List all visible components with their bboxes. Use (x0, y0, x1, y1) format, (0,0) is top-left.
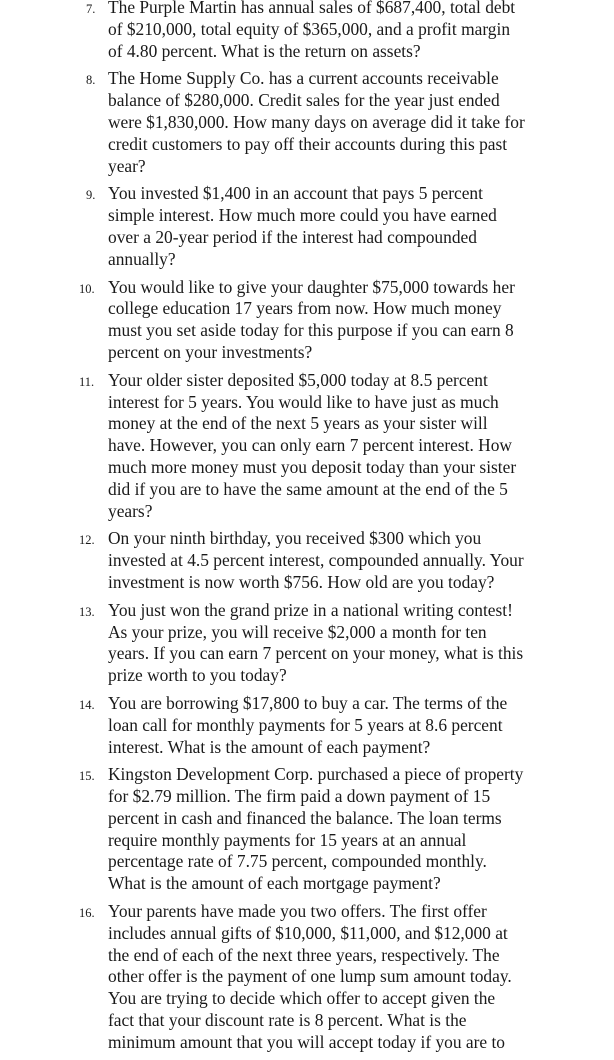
problem-16 (0, 901, 614, 1054)
problem-text-line: other offer is the payment of one lump sum amount today. (108, 966, 512, 987)
problem-number: 12. (79, 533, 95, 548)
problem-14 (0, 693, 614, 758)
problem-text-line: years? (108, 500, 153, 521)
problem-text-line: Kingston Development Corp. purchased a piece of property (108, 764, 524, 785)
problem-text-line: fact that your discount rate is 8 percent. What is the (108, 1010, 467, 1031)
problem-text-line: year? (108, 155, 146, 176)
problem-text-line: have. However, you can only earn 7 percent interest. How (108, 435, 512, 456)
problem-text-line: You would like to give your daughter $75,000 towards her (108, 276, 515, 297)
problem-text-line: Your parents have made you two offers. The first offer (108, 901, 487, 922)
problem-text-line: interest. What is the amount of each payment? (108, 736, 431, 757)
problem-text-line: You are borrowing $17,800 to buy a car. The terms of the (108, 692, 508, 713)
problem-text-line: The Purple Martin has annual sales of $687,400, total debt (108, 0, 516, 17)
problem-text-line: much more money must you deposit today than your sister (108, 456, 517, 477)
problem-number: 7. (86, 2, 96, 16)
problem-text-line: What is the amount of each mortgage payment? (108, 873, 441, 894)
problem-number: 8. (86, 73, 96, 88)
problem-text-line: over a 20-year period if the interest had compounded (108, 226, 477, 247)
problem-text-line: minimum amount that you will accept today if you are to (108, 1031, 505, 1052)
problem-text-line: prize worth to you today? (108, 665, 287, 686)
problem-text-line: for $2.79 million. The firm paid a down payment of 15 (108, 786, 491, 807)
problem-text-line: were $1,830,000. How many days on average did it take for (108, 111, 525, 132)
problem-text-line: investment is now worth $756. How old are you today? (108, 571, 495, 592)
problem-text-line: On your ninth birthday, you received $300 which you (108, 528, 482, 549)
problem-text-line: require monthly payments for 15 years at an annual (108, 829, 467, 850)
problem-text-line: You invested $1,400 in an account that pays 5 percent (108, 183, 483, 204)
problem-9 (0, 183, 614, 270)
problem-8 (0, 68, 614, 177)
problem-text-line: did if you are to have the same amount at the end of the 5 (108, 478, 508, 499)
problem-text-line: percent on your investments? (108, 341, 313, 362)
problem-text-line: of $210,000, total equity of $365,000, and a profit margin (108, 18, 511, 39)
problem-text-line: college education 17 years from now. How much money (108, 298, 502, 319)
problem-text-line: balance of $280,000. Credit sales for the year just ended (108, 90, 500, 111)
problem-text-line: the end of each of the next three years, respectively. The (108, 944, 500, 965)
problem-text-line: loan call for monthly payments for 5 years at 8.6 percent (108, 714, 503, 735)
problem-text-line: Your older sister deposited $5,000 today at 8.5 percent (108, 369, 488, 390)
problem-12 (0, 528, 614, 593)
problem-text-line: years. If you can earn 7 percent on your money, what is this (108, 643, 524, 664)
problem-text-line: credit customers to pay off their accounts during this past (108, 133, 508, 154)
problem-number: 14. (79, 697, 95, 712)
problem-text-line: must you set aside today for this purpose if you can earn 8 (108, 320, 514, 341)
problem-number: 11. (79, 374, 95, 389)
problem-text-line: invested at 4.5 percent interest, compounded annually. Your (108, 550, 524, 571)
problem-11 (0, 370, 614, 523)
problem-text-line: includes annual gifts of $10,000, $11,000, and $12,000 at (108, 922, 508, 943)
problem-text-line: simple interest. How much more could you have earned (108, 205, 497, 226)
problem-13 (0, 600, 614, 687)
problem-10 (0, 277, 614, 364)
problem-text-line: money at the end of the next 5 years as your sister will (108, 413, 488, 434)
problem-15 (0, 764, 614, 895)
problem-text-line: annually? (108, 248, 176, 269)
problem-number: 13. (79, 604, 95, 619)
problem-text-line: As your prize, you will receive $2,000 a month for ten (108, 621, 487, 642)
problem-text-line: percent in cash and financed the balance. The loan terms (108, 807, 502, 828)
problem-number: 15. (79, 769, 95, 784)
problem-text-line: interest for 5 years. You would like to have just as much (108, 391, 499, 412)
problem-text-line: You are trying to decide which offer to accept given the (108, 988, 496, 1009)
problem-text-line: The Home Supply Co. has a current accounts receivable (108, 68, 499, 89)
problem-number: 10. (79, 281, 95, 296)
problem-7 (0, 0, 614, 62)
problem-text-line: percentage rate of 7.75 percent, compounded monthly. (108, 851, 487, 872)
problem-text-line: of 4.80 percent. What is the return on assets? (108, 40, 421, 61)
problem-number: 16. (79, 906, 95, 921)
problem-number: 9. (86, 188, 96, 203)
problem-text-line: You just won the grand prize in a national writing contest! (108, 599, 513, 620)
